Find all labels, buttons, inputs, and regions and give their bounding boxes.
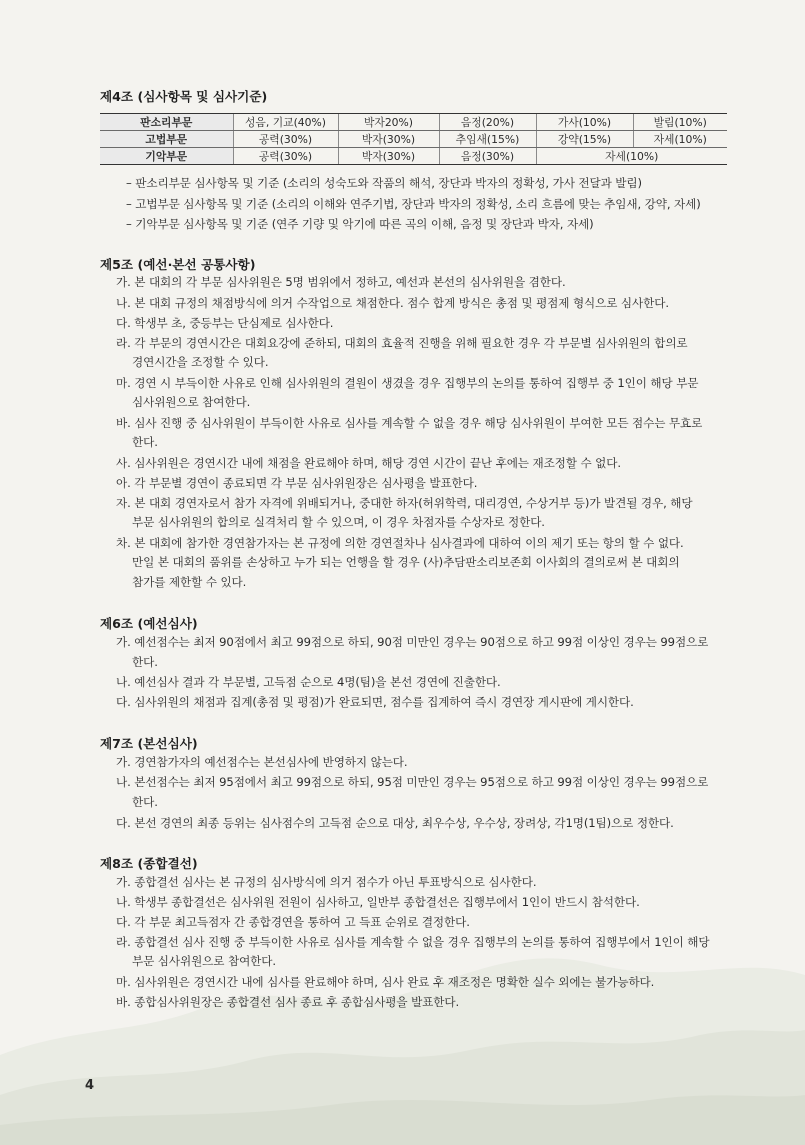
table-cell: 발림(10%) (633, 114, 727, 131)
table-cell: 공력(30%) (233, 131, 338, 148)
article-8-title: 제8조 (종합결선) (100, 856, 198, 871)
table-cell: 판소리부문 (100, 114, 233, 131)
table-row (100, 131, 727, 148)
clause-line: 나. 학생부 종합결선은 심사위원 전원이 심사하고, 일반부 종합결선은 집행부에서 1인이 반드시 참석한다. (116, 895, 640, 909)
page-number: 4 (85, 1078, 95, 1093)
clause-line: 가. 경연참가자의 예선점수는 본선심사에 반영하지 않는다. (116, 755, 408, 769)
table-cell: 고법부문 (100, 131, 233, 148)
clause-line: 바. 심사 진행 중 심사위원이 부득이한 사유로 심사를 계속할 수 없을 경우 해당 심사위원이 부여한 모든 점수는 무효로 (116, 416, 703, 430)
clause-line: 나. 예선심사 결과 각 부문별, 고득점 순으로 4명(팀)을 본선 경연에 진출한다. (116, 675, 501, 689)
article-7-title: 제7조 (본선심사) (100, 736, 198, 751)
clause-line: 한다. (132, 795, 158, 809)
clause-line: 마. 심사위원은 경연시간 내에 심사를 완료해야 하며, 심사 완료 후 재조정은 명확한 실수 외에는 불가능하다. (116, 975, 655, 989)
table-cell: 성음, 기교(40%) (233, 114, 338, 131)
article-4-title: 제4조 (심사항목 및 심사기준) (100, 89, 268, 104)
clause-line: 자. 본 대회 경연자로서 참가 자격에 위배되거나, 중대한 하자(허위학력, 대리경연, 수상거부 등)가 발견될 경우, 해당 (116, 496, 693, 510)
table-cell: 음정(30%) (439, 148, 536, 165)
clause-line: 부문 심사위원으로 참여한다. (132, 954, 276, 968)
clause-line: 가. 예선점수는 최저 90점에서 최고 99점으로 하되, 90점 미만인 경우는 90점으로 하고 99점 이상인 경우는 99점으로 (116, 635, 709, 649)
clause-line: 사. 심사위원은 경연시간 내에 채점을 완료해야 하며, 해당 경연 시간이 끝난 후에는 재조정할 수 없다. (116, 456, 621, 470)
note-line: – 판소리부문 심사항목 및 기준 (소리의 성숙도와 작품의 해석, 장단과 박자의 정확성, 가사 전달과 발림) (126, 176, 642, 190)
note-line: – 고법부문 심사항목 및 기준 (소리의 이해와 연주기법, 장단과 박자의 정확성, 소리 흐름에 맞는 추임새, 강약, 자세) (126, 197, 701, 211)
clause-line: 바. 종합심사위원장은 종합결선 심사 종료 후 종합심사평을 발표한다. (116, 995, 460, 1009)
clause-line: 경연시간을 조정할 수 있다. (132, 355, 269, 369)
table-cell: 공력(30%) (233, 148, 338, 165)
clause-line: 마. 경연 시 부득이한 사유로 인해 심사위원의 결원이 생겼을 경우 집행부의 논의를 통하여 집행부 중 1인이 해당 부문 (116, 376, 699, 390)
clause-line: 차. 본 대회에 참가한 경연참가자는 본 규정에 의한 경연절차나 심사결과에 대하여 이의 제기 또는 항의 할 수 없다. (116, 536, 684, 550)
clause-line: 한다. (132, 435, 158, 449)
clause-line: 아. 각 부문별 경연이 종료되면 각 부문 심사위원장은 심사평을 발표한다. (116, 476, 478, 490)
table-cell: 자세(10%) (536, 148, 727, 165)
clause-line: 다. 심사위원의 채점과 집계(총점 및 평점)가 완료되면, 점수를 집계하여 즉시 경연장 게시판에 게시한다. (116, 695, 634, 709)
table-cell: 자세(10%) (633, 131, 727, 148)
clause-line: 부문 심사위원의 합의로 실격처리 할 수 있으며, 이 경우 차점자를 수상자로 정한다. (132, 515, 545, 529)
table-cell: 기악부문 (100, 148, 233, 165)
clause-line: 라. 각 부문의 경연시간은 대회요강에 준하되, 대회의 효율적 진행을 위해 필요한 경우 각 부문별 심사위원의 합의로 (116, 336, 688, 350)
clause-line: 라. 종합결선 심사 진행 중 부득이한 사유로 심사를 계속할 수 없을 경우 집행부의 논의를 통하여 집행부에서 1인이 해당 (116, 935, 710, 949)
clause-line: 다. 각 부문 최고득점자 간 종합경연을 통하여 고 득표 순위로 결정한다. (116, 915, 470, 929)
clause-line: 심사위원으로 참여한다. (132, 395, 251, 409)
clause-line: 참가를 제한할 수 있다. (132, 575, 247, 589)
table-cell: 강약(15%) (536, 131, 633, 148)
table-row (100, 148, 727, 165)
clause-line: 만일 본 대회의 품위를 손상하고 누가 되는 언행을 할 경우 (사)추담판소리보존회 이사회의 결의로써 본 대회의 (132, 555, 680, 569)
clause-line: 나. 본 대회 규정의 채점방식에 의거 수작업으로 채점한다. 점수 합계 방식은 총점 및 평점제 형식으로 심사한다. (116, 296, 669, 310)
note-line: – 기악부문 심사항목 및 기준 (연주 기량 및 악기에 따른 곡의 이해, 음정 및 장단과 박자, 자세) (126, 217, 594, 231)
table-cell: 음정(20%) (439, 114, 536, 131)
table-cell: 박자20%) (338, 114, 439, 131)
article-5-title: 제5조 (예선·본선 공통사항) (100, 257, 256, 272)
table-cell: 박자(30%) (338, 148, 439, 165)
clause-line: 다. 본선 경연의 최종 등위는 심사점수의 고득점 순으로 대상, 최우수상, 우수상, 장려상, 각1명(1팀)으로 정한다. (116, 816, 674, 830)
table-cell: 박자(30%) (338, 131, 439, 148)
criteria-table (100, 113, 727, 165)
table-cell: 추임새(15%) (439, 131, 536, 148)
clause-line: 가. 본 대회의 각 부문 심사위원은 5명 범위에서 정하고, 예선과 본선의 심사위원을 겸한다. (116, 275, 566, 289)
clause-line: 한다. (132, 655, 158, 669)
table-cell: 가사(10%) (536, 114, 633, 131)
article-6-title: 제6조 (예선심사) (100, 616, 198, 631)
clause-line: 가. 종합결선 심사는 본 규정의 심사방식에 의거 점수가 아닌 투표방식으로 심사한다. (116, 875, 537, 889)
table-row (100, 114, 727, 131)
clause-line: 다. 학생부 초, 중등부는 단심제로 심사한다. (116, 316, 334, 330)
clause-line: 나. 본선점수는 최저 95점에서 최고 99점으로 하되, 95점 미만인 경우는 95점으로 하고 99점 이상인 경우는 99점으로 (116, 775, 709, 789)
